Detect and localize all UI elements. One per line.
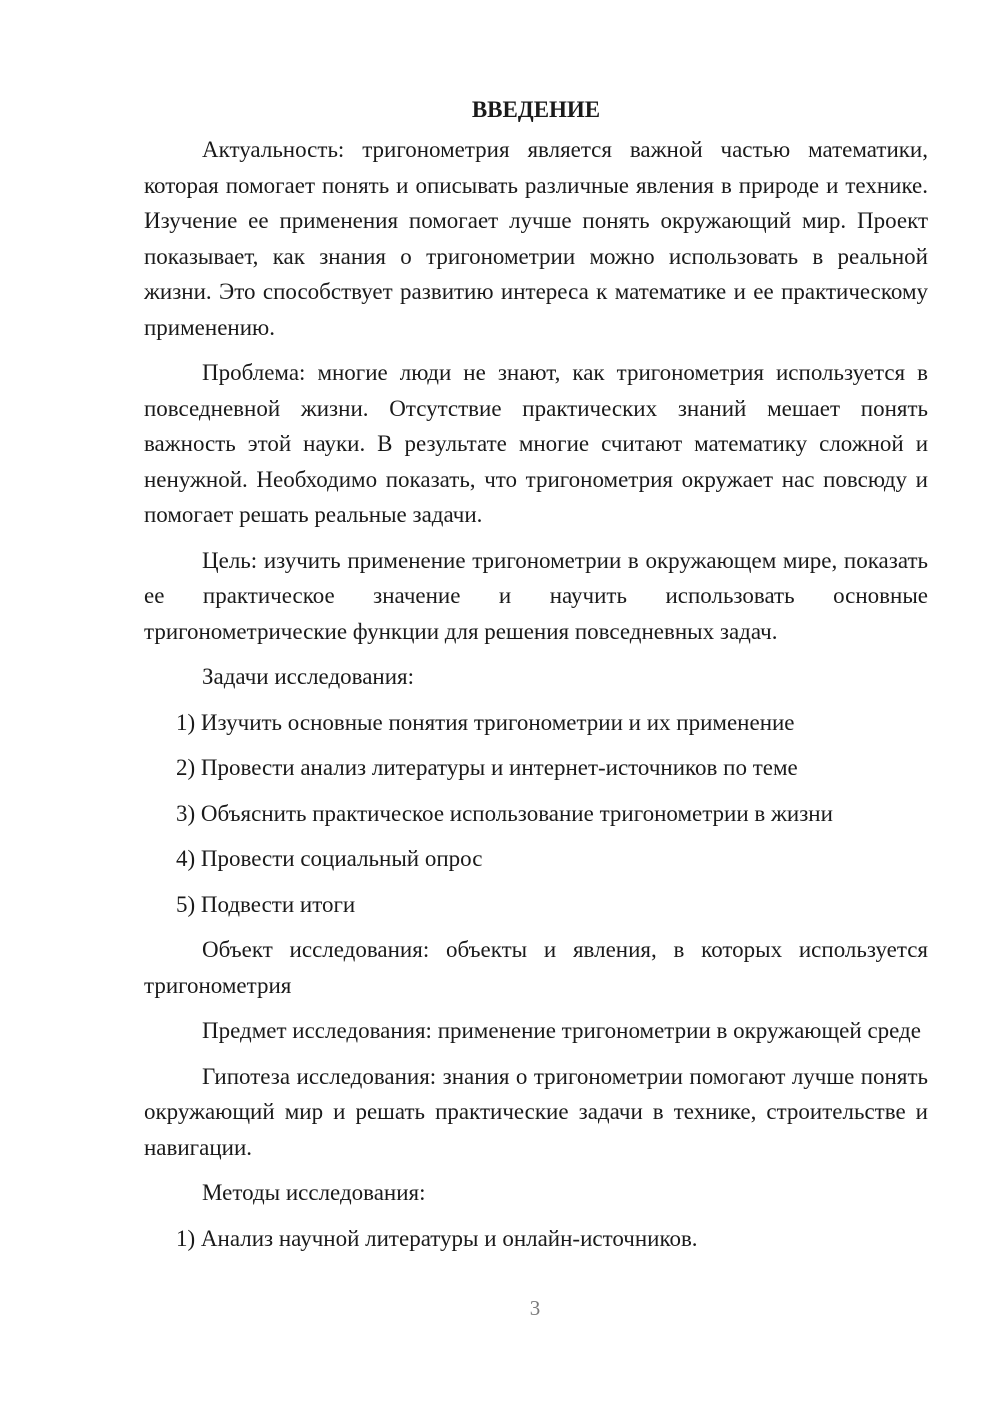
goal-paragraph: Цель: изучить применение тригонометрии в окружающем мире, показать ее практическое значение и научить использовать основные тригонометрические функции для решения повседневных задач. bbox=[144, 547, 928, 644]
tasks-heading: Задачи исследования: bbox=[202, 664, 415, 689]
tasks-list bbox=[144, 705, 928, 923]
list-item: 3) Объяснить практическое использование тригонометрии в жизни bbox=[176, 800, 833, 826]
hypothesis-paragraph: Гипотеза исследования: знания о тригонометрии помогают лучше понять окружающий мир и решать практические задачи в технике, строительстве и навигации. bbox=[144, 1063, 928, 1160]
list-item: 5) Подвести итоги bbox=[176, 891, 356, 917]
relevance-paragraph: Актуальность: тригонометрия является важной частью математики, которая помогает понять и описывать различные явления в природе и технике. Изучение ее применения помогает лучше понять окружающий мир. Проект показывает, как знания о тригонометрии можно использовать в реальной жизни. Это способствует развитию интереса к математике и ее практическому применению. bbox=[144, 137, 928, 340]
list-item: 1) Изучить основные понятия тригонометрии и их применение bbox=[176, 709, 795, 735]
list-item: 1) Анализ научной литературы и онлайн-источников. bbox=[176, 1225, 698, 1251]
document-page bbox=[144, 92, 928, 1266]
methods-list bbox=[144, 1221, 928, 1257]
object-paragraph: Объект исследования: объекты и явления, в которых используется тригонометрия bbox=[144, 937, 928, 998]
problem-paragraph: Проблема: многие люди не знают, как тригонометрия используется в повседневной жизни. Отсутствие практических знаний мешает понять важность этой науки. В результате многие считают математику сложной и ненужной. Необходимо показать, что тригонометрия окружает нас повсюду и помогает решать реальные задачи. bbox=[144, 360, 928, 527]
methods-heading: Методы исследования: bbox=[202, 1180, 426, 1205]
page-title: ВВЕДЕНИЕ bbox=[471, 97, 601, 122]
list-item: 4) Провести социальный опрос bbox=[176, 846, 483, 871]
subject-paragraph: Предмет исследования: применение тригонометрии в окружающей среде bbox=[202, 1018, 921, 1043]
page-number: 3 bbox=[529, 1296, 541, 1320]
list-item: 2) Провести анализ литературы и интернет-источников по теме bbox=[176, 755, 798, 780]
